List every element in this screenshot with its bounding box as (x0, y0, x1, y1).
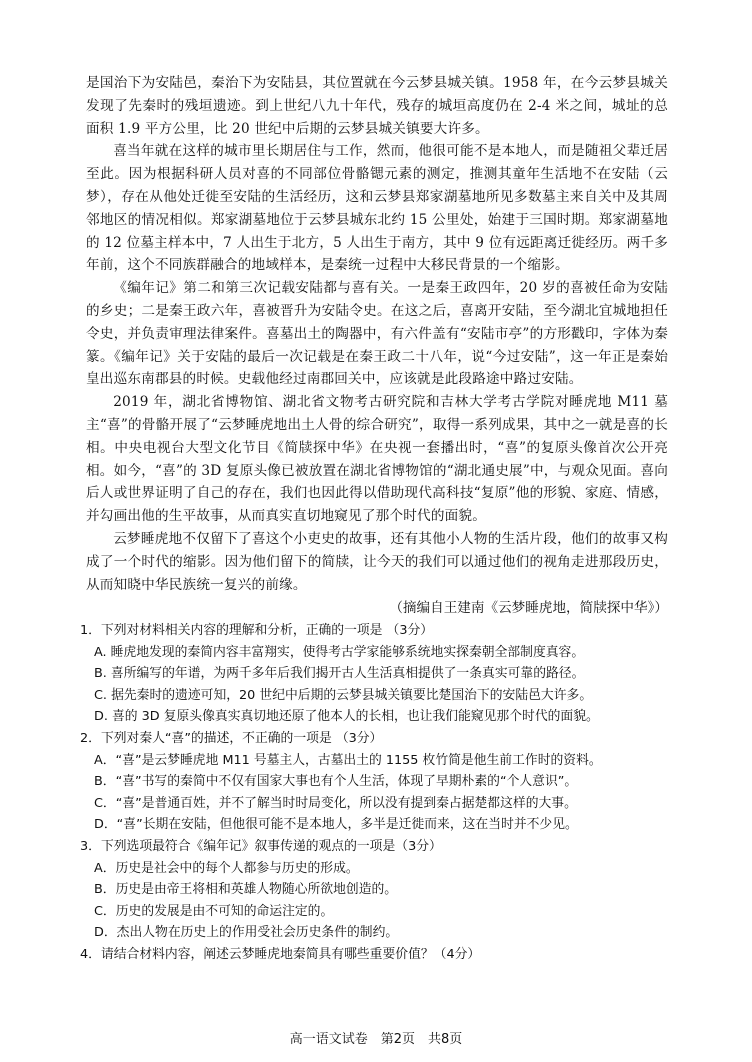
reading-passage (86, 72, 668, 596)
passage-paragraph: 2019 年，湖北省博物馆、湖北省文物考古研究院和吉林大学考古学院对睡虎地 M11 墓主“喜”的骨骼开展了“云梦睡虎地出土人骨的综合研究”，取得一系列成果，其中之一就是喜的长相。中央电视台大型文化节目《简牍探中华》在央视一套播出时，“喜”的复原头像首次公开亮相。如今，“喜”的 3D 复原头像已被放置在湖北省博物馆的“湖北通史展”中，与观众见面。喜向后人或世界证明了自己的存在，我们也因此得以借助现代高科技“复原”他的形貌、家庭、情感，并勾画出他的生平故事，从而真实直切地窥见了那个时代的面貌。 (86, 394, 668, 525)
option-a: A．历史是社会中的每个人都参与历史的形成。 (94, 860, 359, 876)
option-a: A．“喜”是云梦睡虎地 M11 号墓主人，古墓出土的 1155 枚竹简是他生前工作时的资料。 (94, 752, 602, 768)
question-stem: 1．下列对材料相关内容的理解和分析，正确的一项是 （3分） (80, 623, 434, 638)
question-1 (80, 620, 680, 728)
passage-paragraph: 喜当年就在这样的城市里长期居住与工作，然而，他很可能不是本地人，而是随祖父辈迁居至此。因为根据科研人员对喜的不同部位骨骼锶元素的测定，推测其童年生活地不在安陆（云梦），存在从他处迁徙至安陆的生活经历，这和云梦县郑家湖墓地所见多数墓主来自关中及其周邻地区的情况相似。郑家湖墓地位于云梦县城东北约 15 公里处，始建于三国时期。郑家湖墓地的 12 位墓主样本中，7 人出生于北方，5 人出生于南方，其中 9 位有远距离迁徙经历。两千多年前，这个不同族群融合的地域样本，是秦统一过程中大移民背景的一个缩影。 (86, 143, 668, 274)
option-b: B. 喜所编写的年谱，为两千多年后我们揭开古人生活真相提供了一条真实可靠的路径。 (94, 666, 585, 682)
passage-paragraph: 云梦睡虎地不仅留下了喜这个小吏史的故事，还有其他小人物的生活片段，他们的故事又构成了一个时代的缩影。因为他们留下的简牍，让今天的我们可以通过他们的视角走进那段历史，从而知晓中华民族统一复兴的前缘。 (86, 530, 668, 593)
option-c: C．历史的发展是由不可知的命运注定的。 (94, 903, 334, 919)
passage-paragraph: 是国治下为安陆邑，秦治下为安陆县，其位置就在今云梦县城关镇。1958 年，在今云梦县城关发现了先秦时的残垣遗迹。到上世纪八九十年代，残存的城垣高度仍在 2-4 米之间，城址的总面积 1.9 平方公里，比 20 世纪中后期的云梦县城关镇要大许多。 (86, 75, 668, 137)
question-stem: 3．下列选项最符合《编年记》叙事传递的观点的一项是（3分） (80, 838, 442, 854)
option-c: C. 据先秦时的遗迹可知，20 世纪中后期的云梦县城关镇要比楚国治下的安陆邑大许多。 (94, 687, 593, 703)
question-2 (80, 728, 680, 836)
question-stem: 4．请结合材料内容，阐述云梦睡虎地秦简具有哪些重要价值？（4分） (80, 946, 481, 962)
option-c: C．“喜”是普通百姓，并不了解当时时局变化，所以没有提到秦占据楚都这样的大事。 (94, 795, 577, 811)
option-b: B．“喜”书写的秦简中不仅有国家大事也有个人生活，体现了早期朴素的“个人意识”。 (94, 774, 578, 790)
option-d: D. 喜的 3D 复原头像真实真切地还原了他本人的长相，也让我们能窥见那个时代的面貌。 (94, 709, 599, 725)
option-d: D．杰出人物在历史上的作用受社会历史条件的制约。 (94, 925, 399, 941)
passage-source: （摘编自王建南《云梦睡虎地，简牍探中华》） (389, 600, 668, 616)
page-footer: 高一语文试卷 第2页 共8页 (289, 1032, 463, 1047)
option-a: A. 睡虎地发现的秦简内容丰富翔实，使得考古学家能够系统地实探秦朝全部制度真容。 (94, 644, 585, 660)
question-stem: 2．下列对秦人“喜”的描述，不正确的一项是 （3分） (80, 730, 383, 746)
option-b: B．历史是由帝王将相和英雄人物随心所欲地创造的。 (94, 882, 398, 898)
passage-paragraph: 《编年记》第二和第三次记载安陆都与喜有关。一是秦王政四年，20 岁的喜被任命为安陆的乡史；二是秦王政六年，喜被晋升为安陆令史。在这之后，喜离开安陆，至今湖北宜城地担任令史，并负责审理法律案件。喜墓出土的陶器中，有六件盖有“安陆市亭”的方形戳印，字体为秦篆。《编年记》关于安陆的最后一次记载是在秦王政二十八年，说“今过安陆”，这一年正是秦始皇出巡东南郡县的时候。史载他经过南郡回关中，应该就是此段路途中路过安陆。 (86, 280, 668, 388)
question-list (80, 620, 680, 966)
question-4 (80, 944, 680, 966)
question-3 (80, 836, 680, 944)
option-d: D．“喜”长期在安陆，但他很可能不是本地人，多半是迁徙而来，这在当时并不少见。 (94, 817, 578, 833)
